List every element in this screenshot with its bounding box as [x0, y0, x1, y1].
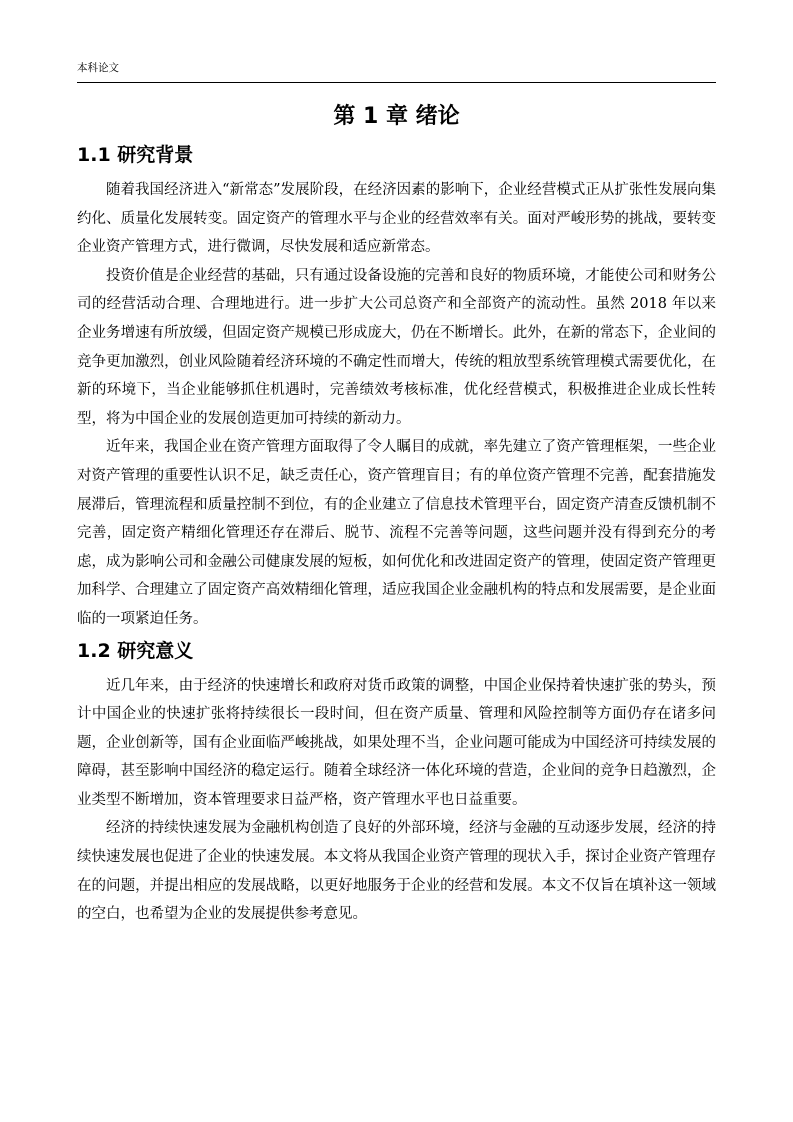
section-heading: 1.1 研究背景 — [77, 144, 194, 166]
chapter-title: 第 1 章 绪论 — [333, 104, 460, 129]
paragraph: 随着我国经济进入“新常态”发展阶段，在经济因素的影响下，企业经营模式正从扩张性发展向集约化、质量化发展转变。固定资产的管理水平与企业的经营效率有关。面对严峻形势的挑战，要转变企业资产管理方式，进行微调，尽快发展和适应新常态。 — [77, 182, 716, 256]
paragraph: 近年来，我国企业在资产管理方面取得了令人瞩目的成就，率先建立了资产管理框架，一些企业对资产管理的重要性认识不足，缺乏责任心，资产管理盲目；有的单位资产管理不完善，配套措施发展滞后，管理流程和质量控制不到位，有的企业建立了信息技术管理平台，固定资产清查反馈机制不完善，固定资产精细化管理还存在滞后、脱节、流程不完善等问题，这些问题并没有得到充分的考虑，成为影响公司和金融公司健康发展的短板，如何优化和改进固定资产的管理，使固定资产管理更加科学、合理建立了固定资产高效精细化管理，适应我国企业金融机构的特点和发展需要，是企业面临的一项紧迫任务。 — [77, 439, 716, 627]
section-heading: 1.2 研究意义 — [77, 639, 194, 662]
paragraph: 投资价值是企业经营的基础，只有通过设备设施的完善和良好的物质环境，才能使公司和财务公司的经营活动合理、合理地进行。进一步扩大公司总资产和全部资产的流动性。虽然 2018 年以来企业务增速有所放缓，但固定资产规模已形成庞大，仍在不断增长。此外，在新的常态下，企业间的竞争更加激烈，创业风险随着经济环境的不确定性而增大，传统的粗放型系统管理模式需要优化，在新的环境下，当企业能够抓住机遇时，完善绩效考核标准，优化经营模式，积极推进企业成长性转型，将为中国企业的发展创造更加可持续的新动力。 — [77, 267, 716, 427]
paragraph: 近几年来，由于经济的快速增长和政府对货币政策的调整，中国企业保持着快速扩张的势头，预计中国企业的快速扩张将持续很长一段时间，但在资产质量、管理和风险控制等方面仍存在诸多问题，企业创新等，国有企业面临严峻挑战，如果处理不当，企业问题可能成为中国经济可持续发展的障碍，甚至影响中国经济的稳定运行。随着全球经济一体化环境的营造，企业间的竞争日趋激烈，企业类型不断增加，资本管理要求日益严格，资产管理水平也日益重要。 — [77, 677, 716, 808]
paragraph: 经济的持续快速发展为金融机构创造了良好的外部环境，经济与金融的互动逐步发展，经济的持续快速发展也促进了企业的快速发展。本文将从我国企业资产管理的现状入手，探讨企业资产管理存在的问题，并提出相应的发展战略，以更好地服务于企业的经营和发展。本文不仅旨在填补这一领域的空白，也希望为企业的发展提供参考意见。 — [77, 820, 716, 923]
header-rule — [77, 82, 716, 83]
page-content — [77, 100, 716, 931]
section-research-background — [77, 140, 716, 634]
section-research-significance — [77, 636, 716, 929]
running-header: 本科论文 — [77, 62, 119, 74]
